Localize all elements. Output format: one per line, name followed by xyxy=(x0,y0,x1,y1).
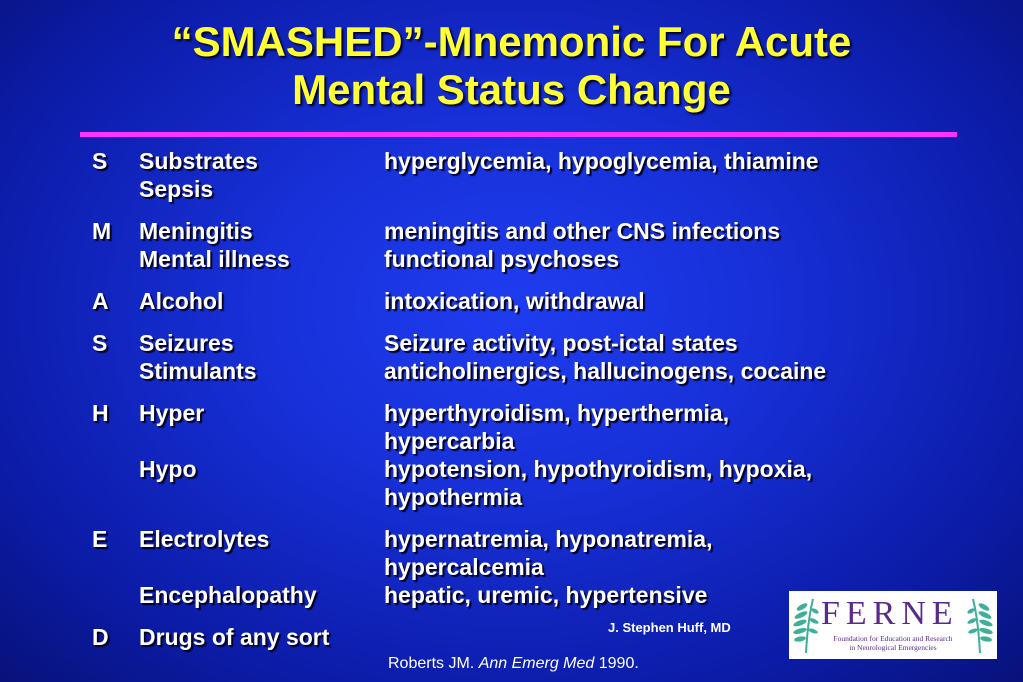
ferne-logo xyxy=(789,591,997,659)
mnemonic-description: intoxication, withdrawal xyxy=(384,288,645,314)
fern-left-icon xyxy=(793,595,819,655)
mnemonic-letter: E xyxy=(92,526,108,552)
title-divider xyxy=(80,132,957,137)
mnemonic-description: hypercarbia xyxy=(384,428,515,454)
mnemonic-letter: H xyxy=(92,400,109,426)
mnemonic-letter: M xyxy=(92,218,112,244)
mnemonic-term: Drugs of any sort xyxy=(139,624,330,650)
mnemonic-term: Sepsis xyxy=(139,176,214,202)
logo-subtitle xyxy=(817,634,969,652)
mnemonic-term: Hypo xyxy=(139,456,197,482)
slide-title xyxy=(0,18,1023,114)
mnemonic-description: hepatic, uremic, hypertensive xyxy=(384,582,708,608)
mnemonic-term: Alcohol xyxy=(139,288,224,314)
mnemonic-term: Substrates xyxy=(139,148,258,174)
mnemonic-term: Meningitis xyxy=(139,218,253,244)
author-credit: J. Stephen Huff, MD xyxy=(608,620,731,635)
citation-year: 1990. xyxy=(594,655,639,672)
mnemonic-description: hyperthyroidism, hyperthermia, xyxy=(384,400,730,426)
mnemonic-letter: S xyxy=(92,330,108,356)
mnemonic-description: hyperglycemia, hypoglycemia, thiamine xyxy=(384,148,819,174)
fern-right-icon xyxy=(967,595,993,655)
citation-prefix: Roberts JM. xyxy=(388,655,479,672)
logo-subtitle-line-2: in Neurological Emergencies xyxy=(849,643,937,652)
mnemonic-term: Stimulants xyxy=(139,358,257,384)
mnemonic-term: Encephalopathy xyxy=(139,582,317,608)
slide-title-line-2: Mental Status Change xyxy=(292,66,731,113)
slide-title-line-1: “SMASHED”-Mnemonic For Acute xyxy=(171,18,852,65)
mnemonic-term: Hyper xyxy=(139,400,205,426)
mnemonic-description: functional psychoses xyxy=(384,246,620,272)
mnemonic-term: Mental illness xyxy=(139,246,290,272)
citation-journal: Ann Emerg Med xyxy=(478,655,595,672)
mnemonic-description: hypothermia xyxy=(384,484,523,510)
mnemonic-term: Seizures xyxy=(139,330,234,356)
mnemonic-description: anticholinergics, hallucinogens, cocaine xyxy=(384,358,827,384)
mnemonic-description: meningitis and other CNS infections xyxy=(384,218,781,244)
mnemonic-letter: A xyxy=(92,288,109,314)
mnemonic-description: hypercalcemia xyxy=(384,554,544,580)
mnemonic-description: hypotension, hypothyroidism, hypoxia, xyxy=(384,456,813,482)
mnemonic-letter: D xyxy=(92,624,109,650)
mnemonic-description: hypernatremia, hyponatremia, xyxy=(384,526,713,552)
mnemonic-letter: S xyxy=(92,148,108,174)
mnemonic-term: Electrolytes xyxy=(139,526,270,552)
citation xyxy=(388,655,639,673)
mnemonic-description: Seizure activity, post-ictal states xyxy=(384,330,738,356)
logo-subtitle-line-1: Foundation for Education and Research xyxy=(833,634,953,643)
logo-letters: FERNE xyxy=(821,595,959,632)
